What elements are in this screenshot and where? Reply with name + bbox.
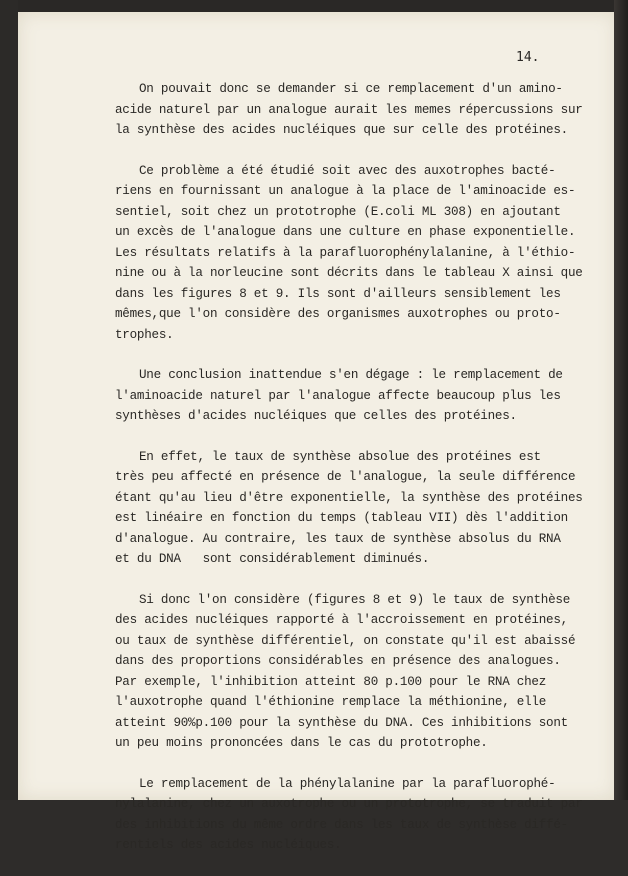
paragraph-6 <box>115 774 585 856</box>
text-line: nine ou à la norleucine sont décrits dans le tableau X ainsi que <box>115 266 583 280</box>
text-line: Par exemple, l'inhibition atteint 80 p.100 pour le RNA chez <box>115 674 547 689</box>
text-line: En effet, le taux de synthèse absolue des protéines est <box>139 449 541 464</box>
paragraph-3 <box>115 365 585 427</box>
text-line: Si donc l'on considère (figures 8 et 9) le taux de synthèse <box>139 592 571 607</box>
text-line: acide naturel par un analogue aurait les memes répercussions sur <box>115 102 583 117</box>
text-line: mêmes,que l'on considère des organismes auxotrophes ou proto- <box>115 307 561 321</box>
text-line: riens en fournissant un analogue à la place de l'aminoacide es- <box>115 184 576 198</box>
paragraph-1 <box>115 79 585 141</box>
text-line: Une conclusion inattendue s'en dégage : le remplacement de <box>139 368 563 382</box>
text-line: Les résultats relatifs à la parafluorophénylalanine, à l'éthio- <box>115 245 576 260</box>
text-line: des acides nucléiques rapporté à l'accroissement en protéines, <box>115 613 568 627</box>
text-line: trophes. <box>115 327 174 342</box>
text-line: On pouvait donc se demander si ce remplacement d'un amino- <box>139 82 563 96</box>
paragraph-2 <box>115 161 585 346</box>
text-line: sentiel, soit chez un prototrophe (E.coli ML 308) en ajoutant <box>115 204 561 219</box>
text-line: ou taux de synthèse différentiel, on constate qu'il est abaissé <box>115 633 576 648</box>
scan-border-right <box>614 0 628 800</box>
text-line: synthèses d'acides nucléiques que celles des protéines. <box>115 409 517 423</box>
scan-border-top <box>0 0 628 12</box>
text-line: et du DNA sont considérablement diminués. <box>115 552 430 566</box>
paragraph-4 <box>115 447 585 570</box>
scan-border-left <box>0 0 18 800</box>
text-line: l'auxotrophe quand l'éthionine remplace la méthionine, elle <box>115 695 547 709</box>
text-line: la synthèse des acides nucléiques que sur celle des protéines. <box>115 123 568 137</box>
text-line: Ce problème a été étudié soit avec des auxotrophes bacté- <box>139 163 556 178</box>
text-line: des inhibitions du même ordre dans les taux de synthèse diffé- <box>115 817 568 832</box>
text-line: d'analogue. Au contraire, les taux de synthèse absolus du RNA <box>115 531 561 546</box>
text-line: atteint 90%p.100 pour la synthèse du DNA. Ces inhibitions sont <box>115 715 568 730</box>
text-line: étant qu'au lieu d'être exponentielle, la synthèse des protéines <box>115 490 583 505</box>
text-line: l'aminoacide naturel par l'analogue affecte beaucoup plus les <box>115 388 561 403</box>
text-line: très peu affecté en présence de l'analogue, la seule différence <box>115 470 576 484</box>
paragraph-5 <box>115 590 585 754</box>
text-line: rentiels des acides nucléiques. <box>115 838 342 852</box>
text-line: Le remplacement de la phénylalanine par la parafluorophé- <box>139 776 556 791</box>
text-line: dans des proportions considérables en présence des analogues. <box>115 654 561 668</box>
document-body <box>115 79 585 876</box>
text-line: dans les figures 8 et 9. Ils sont d'ailleurs sensiblement les <box>115 286 561 301</box>
text-line: un excès de l'analogue dans une culture en phase exponentielle. <box>115 225 576 239</box>
text-line: un peu moins prononcées dans le cas du prototrophe. <box>115 736 488 750</box>
page-number: 14. <box>516 50 540 65</box>
text-line: nylalanine, chez un auxotrophe ou un prototrophe, se traduit par <box>115 797 583 811</box>
text-line: est linéaire en fonction du temps (tableau VII) dès l'addition <box>115 511 568 525</box>
